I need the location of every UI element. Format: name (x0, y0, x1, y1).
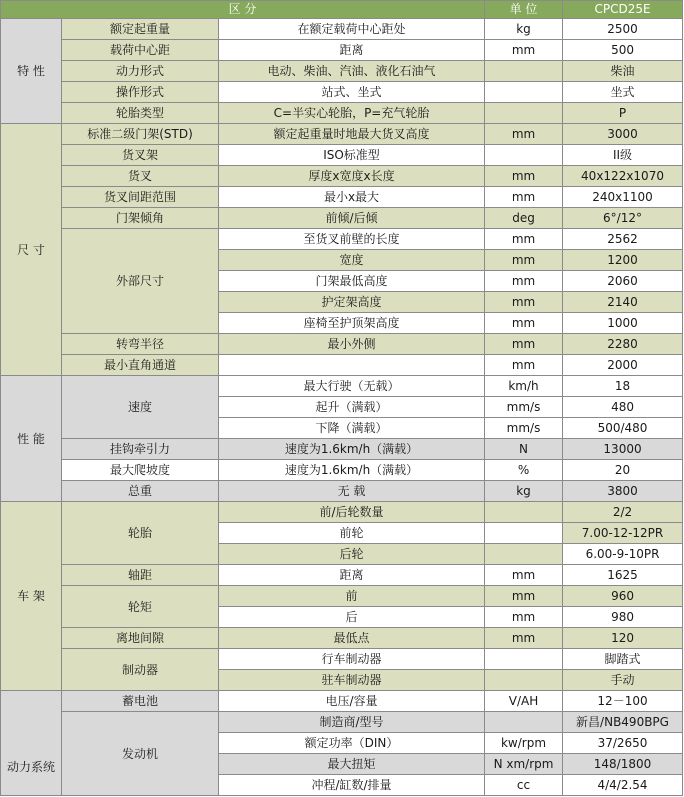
group-characteristics: 特 性 (1, 19, 62, 124)
item-cell: 轮矩 (62, 586, 219, 628)
desc-cell: 最低点 (219, 628, 485, 649)
table-row (1, 649, 683, 670)
unit-cell: mm (485, 628, 563, 649)
table-row (1, 19, 683, 40)
desc-cell (219, 355, 485, 376)
desc-cell: 速度为1.6km/h（满载） (219, 439, 485, 460)
table-header-row (1, 1, 683, 19)
value-cell: 240x1100 (563, 187, 683, 208)
table-row (1, 334, 683, 355)
desc-cell: 厚度x宽度x长度 (219, 166, 485, 187)
item-cell: 货叉 (62, 166, 219, 187)
table-row (1, 355, 683, 376)
unit-cell (485, 544, 563, 565)
item-cell: 货叉架 (62, 145, 219, 166)
value-cell: 新昌/NB490BPG (563, 712, 683, 733)
item-cell: 外部尺寸 (62, 229, 219, 334)
table-row (1, 586, 683, 607)
unit-cell: deg (485, 208, 563, 229)
item-cell: 挂钩牵引力 (62, 439, 219, 460)
value-cell: 2562 (563, 229, 683, 250)
item-cell: 离地间隙 (62, 628, 219, 649)
item-cell: 载荷中心距 (62, 40, 219, 61)
unit-cell: mm (485, 166, 563, 187)
desc-cell: 额定起重量时地最大货叉高度 (219, 124, 485, 145)
item-cell: 额定起重量 (62, 19, 219, 40)
desc-cell: 最小外侧 (219, 334, 485, 355)
table-row (1, 145, 683, 166)
item-cell: 蓄电池 (62, 691, 219, 712)
value-cell: 20 (563, 460, 683, 481)
value-cell: 120 (563, 628, 683, 649)
desc-cell: 制造商/型号 (219, 712, 485, 733)
item-cell: 速度 (62, 376, 219, 439)
table-row (1, 103, 683, 124)
item-cell: 门架倾角 (62, 208, 219, 229)
unit-cell: cc (485, 775, 563, 796)
desc-cell: 速度为1.6km/h（满载） (219, 460, 485, 481)
item-cell: 操作形式 (62, 82, 219, 103)
desc-cell: 距离 (219, 565, 485, 586)
unit-cell: N xm/rpm (485, 754, 563, 775)
table-row (1, 712, 683, 733)
desc-cell: 距离 (219, 40, 485, 61)
unit-cell: kg (485, 481, 563, 502)
item-cell: 轮胎 (62, 502, 219, 565)
value-cell: 12－100 (563, 691, 683, 712)
value-cell: 2500 (563, 19, 683, 40)
unit-cell: kw/rpm (485, 733, 563, 754)
unit-cell: mm (485, 565, 563, 586)
desc-cell: 额定功率（DIN） (219, 733, 485, 754)
value-cell: 1000 (563, 313, 683, 334)
unit-cell: mm/s (485, 397, 563, 418)
desc-cell: 无 载 (219, 481, 485, 502)
desc-cell: 下降（满载） (219, 418, 485, 439)
value-cell: 1625 (563, 565, 683, 586)
value-cell: 500/480 (563, 418, 683, 439)
value-cell: 手动 (563, 670, 683, 691)
table-row (1, 187, 683, 208)
unit-cell (485, 712, 563, 733)
item-cell: 动力形式 (62, 61, 219, 82)
value-cell: P (563, 103, 683, 124)
desc-cell: 最小x最大 (219, 187, 485, 208)
unit-cell: mm (485, 607, 563, 628)
unit-cell: mm (485, 334, 563, 355)
unit-cell (485, 103, 563, 124)
value-cell: 500 (563, 40, 683, 61)
desc-cell: 电压/容量 (219, 691, 485, 712)
unit-cell: mm (485, 586, 563, 607)
desc-cell: 宽度 (219, 250, 485, 271)
unit-cell: mm (485, 355, 563, 376)
desc-cell: 至货叉前壁的长度 (219, 229, 485, 250)
unit-cell (485, 145, 563, 166)
item-cell: 标准二级门架(STD) (62, 124, 219, 145)
desc-cell: 起升（满载） (219, 397, 485, 418)
unit-cell: mm (485, 229, 563, 250)
value-cell: 480 (563, 397, 683, 418)
header-unit: 单 位 (485, 1, 563, 19)
value-cell: 脚踏式 (563, 649, 683, 670)
item-cell: 制动器 (62, 649, 219, 691)
unit-cell: mm (485, 250, 563, 271)
group-chassis: 车 架 (1, 502, 62, 691)
table-row (1, 208, 683, 229)
value-cell: 148/1800 (563, 754, 683, 775)
unit-cell (485, 649, 563, 670)
desc-cell: 行车制动器 (219, 649, 485, 670)
value-cell: 960 (563, 586, 683, 607)
value-cell: 6.00-9-10PR (563, 544, 683, 565)
table-row (1, 61, 683, 82)
table-row (1, 439, 683, 460)
desc-cell: 前 (219, 586, 485, 607)
item-cell: 最小直角通道 (62, 355, 219, 376)
value-cell: 18 (563, 376, 683, 397)
group-performance: 性 能 (1, 376, 62, 502)
unit-cell: mm (485, 313, 563, 334)
unit-cell (485, 82, 563, 103)
desc-cell: 护定架高度 (219, 292, 485, 313)
value-cell: 柴油 (563, 61, 683, 82)
unit-cell (485, 61, 563, 82)
table-row (1, 481, 683, 502)
table-row (1, 124, 683, 145)
unit-cell (485, 502, 563, 523)
unit-cell: mm (485, 40, 563, 61)
desc-cell: 驻车制动器 (219, 670, 485, 691)
table-row (1, 229, 683, 250)
desc-cell: 前倾/后倾 (219, 208, 485, 229)
value-cell: 4/4/2.54 (563, 775, 683, 796)
item-cell: 发动机 (62, 712, 219, 796)
table-row (1, 691, 683, 712)
desc-cell: 电动、柴油、汽油、液化石油气 (219, 61, 485, 82)
value-cell: 2140 (563, 292, 683, 313)
table-row (1, 628, 683, 649)
desc-cell: ISO标准型 (219, 145, 485, 166)
value-cell: 6°/12° (563, 208, 683, 229)
desc-cell: 在额定载荷中心距处 (219, 19, 485, 40)
unit-cell: mm (485, 292, 563, 313)
item-cell: 总重 (62, 481, 219, 502)
value-cell: 980 (563, 607, 683, 628)
value-cell: 2060 (563, 271, 683, 292)
item-cell: 转弯半径 (62, 334, 219, 355)
value-cell: 2000 (563, 355, 683, 376)
unit-cell: mm (485, 124, 563, 145)
table-row (1, 166, 683, 187)
table-row (1, 82, 683, 103)
desc-cell: 前轮 (219, 523, 485, 544)
unit-cell: mm/s (485, 418, 563, 439)
desc-cell: 前/后轮数量 (219, 502, 485, 523)
value-cell: 2/2 (563, 502, 683, 523)
item-cell: 轴距 (62, 565, 219, 586)
value-cell: 3000 (563, 124, 683, 145)
desc-cell: 冲程/缸数/排量 (219, 775, 485, 796)
value-cell: 2280 (563, 334, 683, 355)
group-dimensions: 尺 寸 (1, 124, 62, 376)
desc-cell: C=半实心轮胎，P=充气轮胎 (219, 103, 485, 124)
table-row (1, 40, 683, 61)
value-cell: 坐式 (563, 82, 683, 103)
unit-cell: mm (485, 187, 563, 208)
table-row (1, 376, 683, 397)
header-category: 区 分 (1, 1, 485, 19)
value-cell: 3800 (563, 481, 683, 502)
unit-cell: km/h (485, 376, 563, 397)
value-cell: 37/2650 (563, 733, 683, 754)
unit-cell (485, 670, 563, 691)
desc-cell: 门架最低高度 (219, 271, 485, 292)
desc-cell: 座椅至护顶架高度 (219, 313, 485, 334)
item-cell: 货叉间距范围 (62, 187, 219, 208)
desc-cell: 后 (219, 607, 485, 628)
value-cell: 1200 (563, 250, 683, 271)
table-row (1, 502, 683, 523)
value-cell: 13000 (563, 439, 683, 460)
desc-cell: 最大行驶（无载） (219, 376, 485, 397)
desc-cell: 最大扭矩 (219, 754, 485, 775)
table-row (1, 565, 683, 586)
unit-cell: % (485, 460, 563, 481)
unit-cell: N (485, 439, 563, 460)
item-cell: 最大爬坡度 (62, 460, 219, 481)
unit-cell: kg (485, 19, 563, 40)
header-model: CPCD25E (563, 1, 683, 19)
value-cell: 40x122x1070 (563, 166, 683, 187)
value-cell: 7.00-12-12PR (563, 523, 683, 544)
unit-cell: mm (485, 271, 563, 292)
unit-cell (485, 523, 563, 544)
table-row (1, 460, 683, 481)
desc-cell: 站式、坐式 (219, 82, 485, 103)
desc-cell: 后轮 (219, 544, 485, 565)
group-power: 动力系统 (1, 691, 62, 796)
unit-cell: V/AH (485, 691, 563, 712)
value-cell: II级 (563, 145, 683, 166)
item-cell: 轮胎类型 (62, 103, 219, 124)
